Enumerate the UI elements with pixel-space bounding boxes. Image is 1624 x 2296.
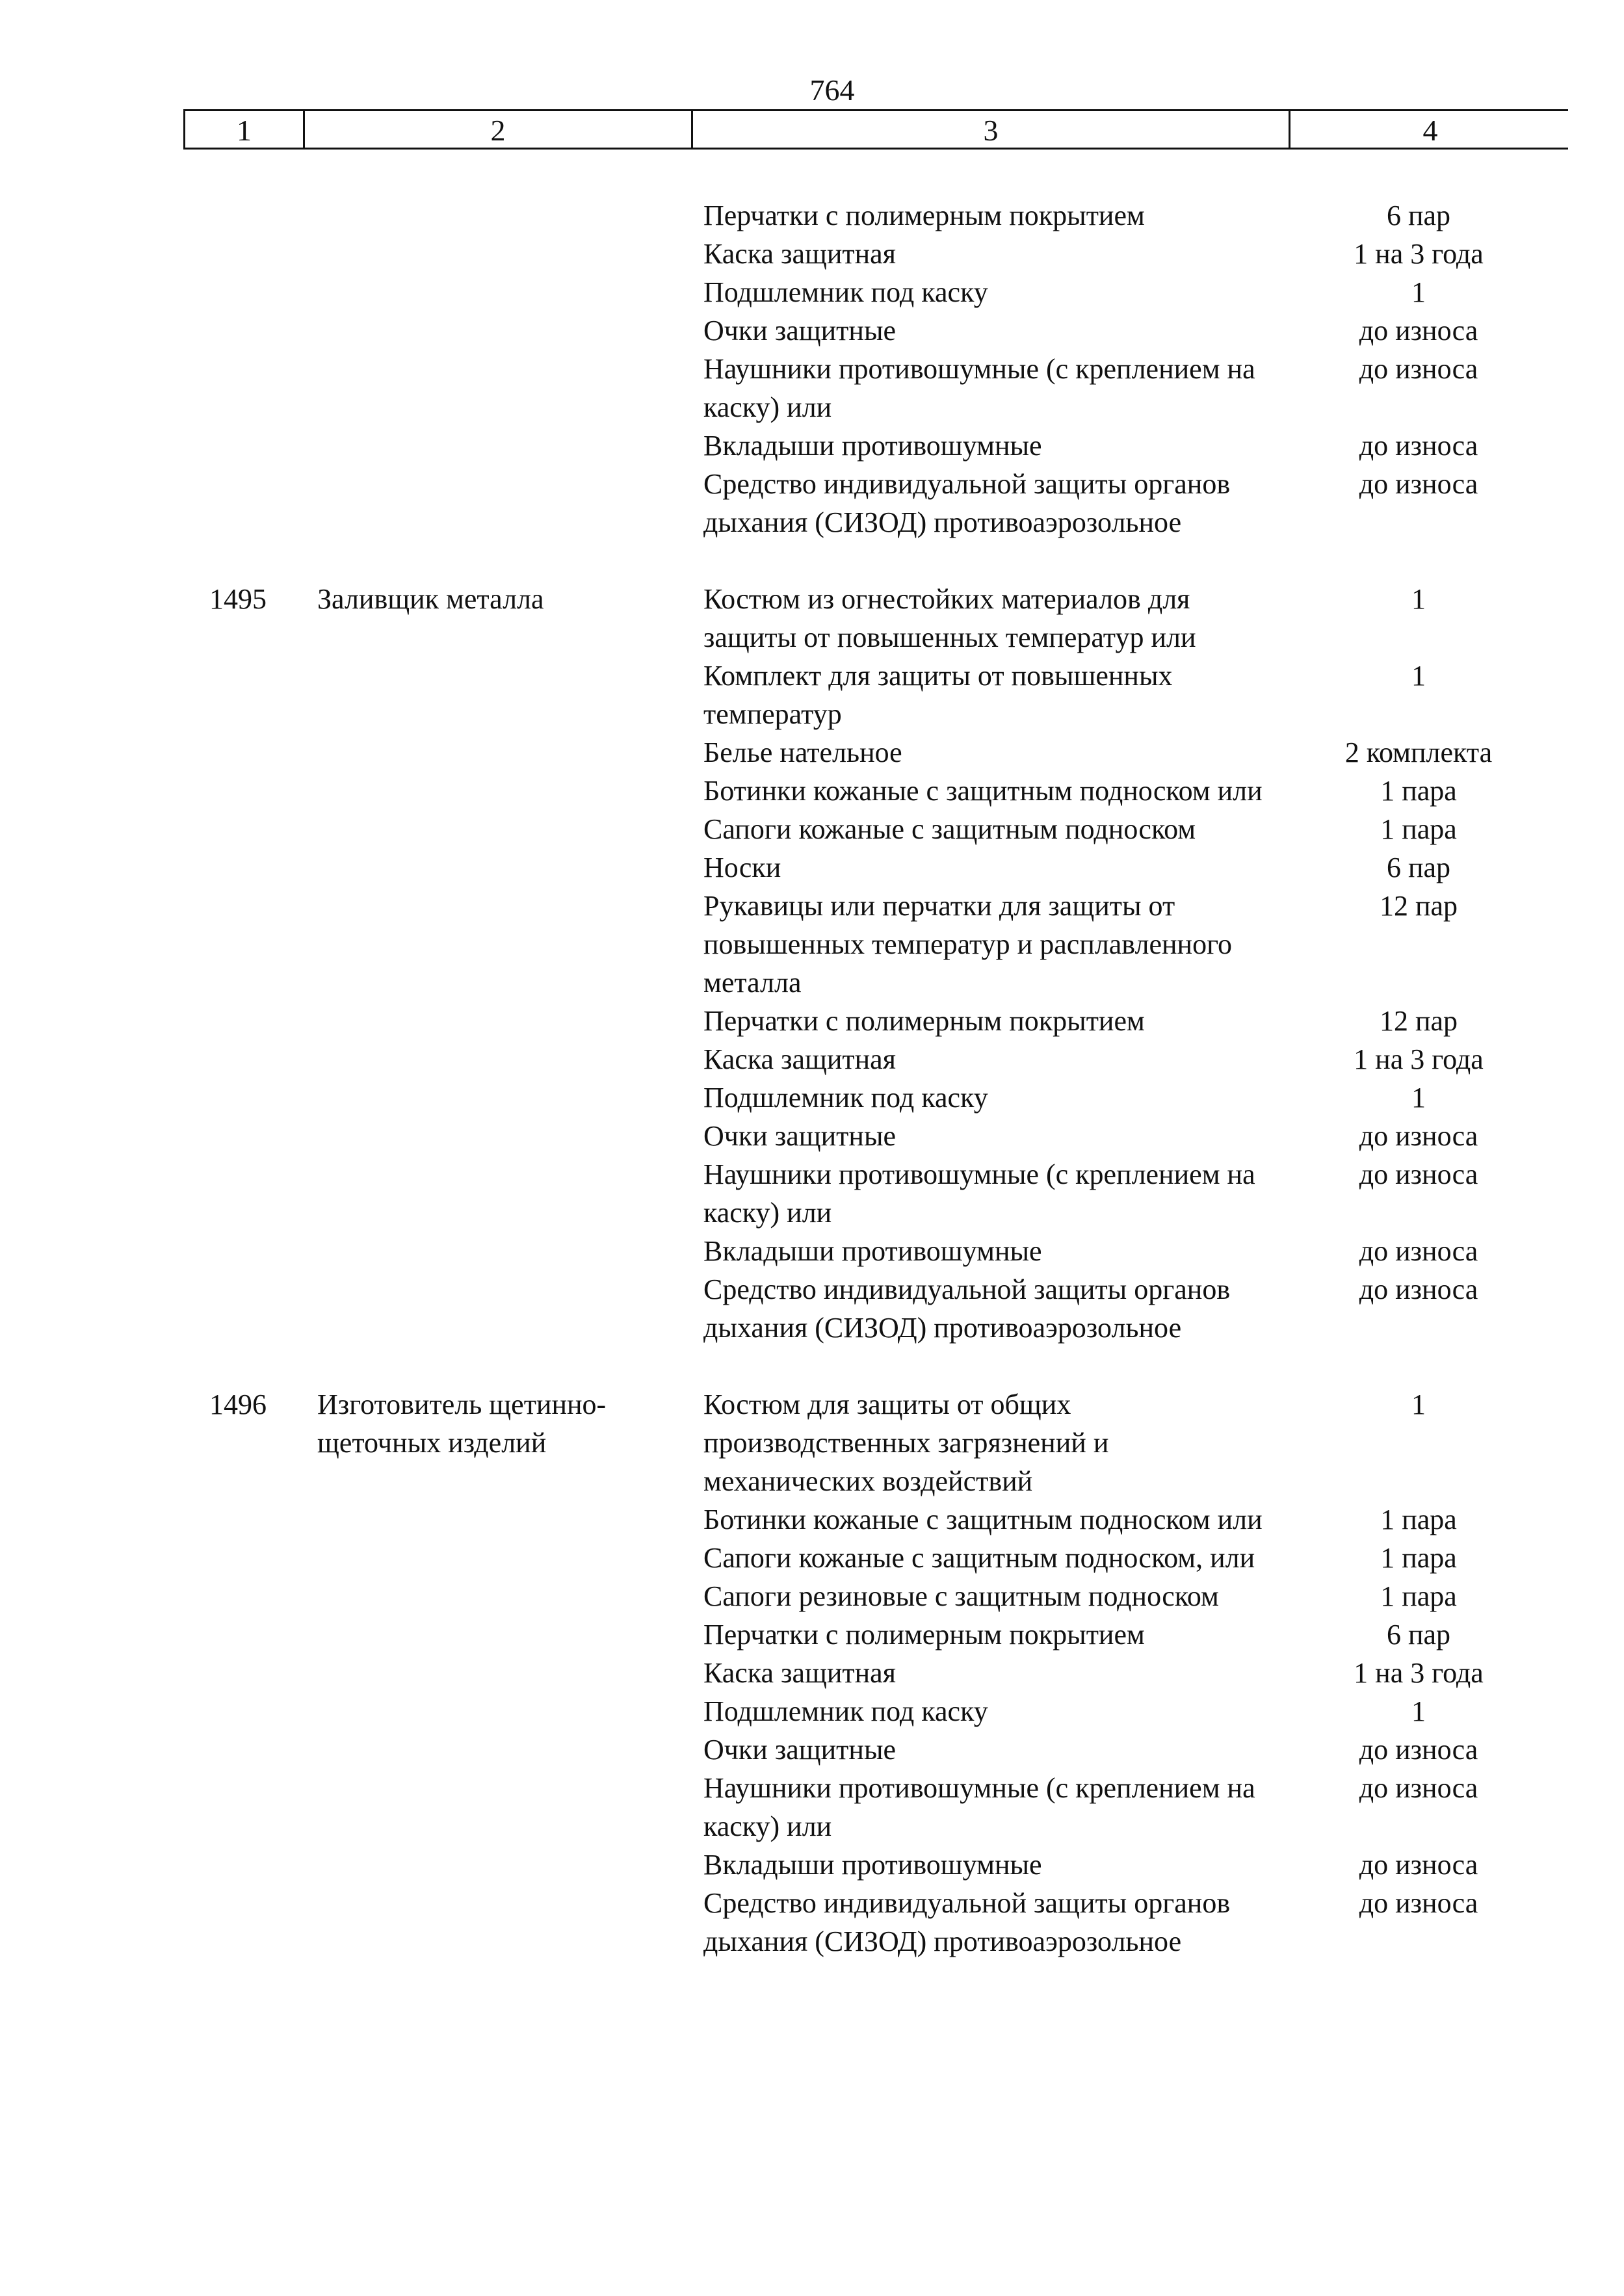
ppe-item-name: Вкладыши противошумные <box>703 1849 1042 1881</box>
ppe-item-quantity: 1 <box>1411 1695 1426 1727</box>
ppe-item-row <box>183 235 1568 273</box>
ppe-item-row <box>183 772 1568 810</box>
ppe-item-quantity: 1 <box>1411 660 1426 692</box>
ppe-item-name: Сапоги резиновые с защитным подноском <box>703 1580 1219 1612</box>
ppe-item-name: Рукавицы или перчатки для защиты от повышенных температур и расплавленного металла <box>703 890 1233 998</box>
ppe-item-name: Подшлемник под каску <box>703 1082 988 1114</box>
column-header-4: 4 <box>1422 114 1438 147</box>
ppe-item-row <box>183 1002 1568 1040</box>
ppe-item-name: Комплект для защиты от повышенных температур <box>703 660 1173 730</box>
ppe-item-row <box>183 1615 1568 1654</box>
table-body <box>183 196 1568 1999</box>
ppe-item-name: Вкладыши противошумные <box>703 1235 1042 1267</box>
ppe-item-row <box>183 1884 1568 1961</box>
ppe-item-row <box>183 848 1568 887</box>
ppe-item-quantity: 1 <box>1411 1082 1426 1114</box>
ppe-item-quantity: до износа <box>1359 1235 1478 1267</box>
ppe-item-name: Перчатки с полимерным покрытием <box>703 1619 1145 1650</box>
ppe-item-name: Ботинки кожаные с защитным подноском или <box>703 775 1263 807</box>
ppe-item-row <box>183 426 1568 465</box>
ppe-item-quantity: до износа <box>1359 1734 1478 1766</box>
ppe-item-quantity: 1 на 3 года <box>1354 238 1484 270</box>
ppe-item-quantity: до износа <box>1359 1887 1478 1919</box>
ppe-item-name: Перчатки с полимерным покрытием <box>703 1005 1145 1037</box>
ppe-item-name: Средство индивидуальной защиты органов дыхания (СИЗОД) противоаэрозольное <box>703 1273 1231 1344</box>
ppe-item-name: Наушники противошумные (с креплением на каску) или <box>703 1772 1255 1842</box>
column-header-row <box>183 109 1568 150</box>
ppe-item-quantity: 2 комплекта <box>1344 737 1493 768</box>
ppe-item-quantity: до износа <box>1359 468 1478 500</box>
ppe-item-row <box>183 1232 1568 1270</box>
ppe-item-row <box>183 1769 1568 1846</box>
ppe-item-row <box>183 1500 1568 1539</box>
ppe-item-name: Подшлемник под каску <box>703 276 988 308</box>
ppe-item-row <box>183 657 1568 733</box>
ppe-item-name: Каска защитная <box>703 238 896 270</box>
ppe-item-quantity: 1 пара <box>1380 1580 1457 1612</box>
ppe-item-quantity: 1 пара <box>1380 1542 1457 1574</box>
ppe-item-row <box>183 1577 1568 1615</box>
ppe-item-quantity: до износа <box>1359 1772 1478 1804</box>
ppe-item-row <box>183 1040 1568 1078</box>
ppe-item-row <box>183 350 1568 426</box>
profession-group <box>183 196 1568 541</box>
page-number: 764 <box>809 73 855 107</box>
ppe-item-row <box>183 1539 1568 1577</box>
ppe-item-quantity: 1 на 3 года <box>1354 1657 1484 1689</box>
ppe-item-name: Белье нательное <box>703 737 902 768</box>
profession-group <box>183 580 1568 1347</box>
ppe-item-name: Вкладыши противошумные <box>703 430 1042 462</box>
ppe-item-quantity: 1 на 3 года <box>1354 1043 1484 1075</box>
ppe-item-quantity: до износа <box>1359 1158 1478 1190</box>
ppe-item-row <box>183 1692 1568 1730</box>
profession-number: 1495 <box>209 583 267 615</box>
ppe-item-name: Сапоги кожаные с защитным подноском, или <box>703 1542 1255 1574</box>
ppe-item-name: Костюм из огнестойких материалов для защиты от повышенных температур или <box>703 583 1196 653</box>
ppe-item-name: Перчатки с полимерным покрытием <box>703 200 1145 231</box>
ppe-item-name: Очки защитные <box>703 1734 897 1766</box>
ppe-item-quantity: до износа <box>1359 353 1478 385</box>
ppe-item-name: Каска защитная <box>703 1043 896 1075</box>
ppe-item-name: Ботинки кожаные с защитным подноском или <box>703 1504 1263 1535</box>
ppe-item-row <box>183 810 1568 848</box>
ppe-item-row <box>183 1654 1568 1692</box>
ppe-item-name: Сапоги кожаные с защитным подноском <box>703 813 1196 845</box>
ppe-item-name: Наушники противошумные (с креплением на каску) или <box>703 353 1255 423</box>
ppe-item-quantity: 6 пар <box>1386 852 1451 883</box>
ppe-item-row <box>183 1155 1568 1232</box>
ppe-item-quantity: до износа <box>1359 1120 1478 1152</box>
ppe-item-name: Носки <box>703 852 781 883</box>
ppe-item-quantity: до износа <box>1359 315 1478 346</box>
column-header-3: 3 <box>693 111 1290 148</box>
ppe-item-quantity: 6 пар <box>1386 1619 1451 1650</box>
ppe-item-quantity: 1 <box>1411 1389 1426 1420</box>
profession-group <box>183 1385 1568 1961</box>
ppe-item-name: Средство индивидуальной защиты органов дыхания (СИЗОД) противоаэрозольное <box>703 468 1231 538</box>
ppe-item-row <box>183 733 1568 772</box>
ppe-item-row <box>183 273 1568 311</box>
column-header-2: 2 <box>305 111 693 148</box>
ppe-item-row <box>183 1270 1568 1347</box>
ppe-item-name: Очки защитные <box>703 1120 897 1152</box>
column-header-1: 1 <box>185 111 305 148</box>
profession-name: Изготовитель щетинно-щеточных изделий <box>317 1389 607 1459</box>
ppe-item-row <box>183 1846 1568 1884</box>
ppe-item-name: Подшлемник под каску <box>703 1695 988 1727</box>
ppe-item-row <box>183 887 1568 1002</box>
ppe-item-quantity: 6 пар <box>1386 200 1451 231</box>
ppe-item-row <box>183 196 1568 235</box>
ppe-item-quantity: до износа <box>1359 1849 1478 1881</box>
profession-name: Заливщик металла <box>317 583 544 615</box>
ppe-item-quantity: до износа <box>1359 430 1478 462</box>
ppe-item-name: Наушники противошумные (с креплением на каску) или <box>703 1158 1255 1229</box>
ppe-item-quantity: 1 <box>1411 276 1426 308</box>
ppe-item-quantity: 1 <box>1411 583 1426 615</box>
ppe-item-name: Каска защитная <box>703 1657 896 1689</box>
ppe-item-quantity: 1 пара <box>1380 813 1457 845</box>
ppe-item-quantity: 12 пар <box>1379 890 1458 922</box>
ppe-item-row <box>183 311 1568 350</box>
ppe-item-row <box>183 465 1568 541</box>
ppe-item-row <box>183 1078 1568 1117</box>
ppe-item-quantity: 1 пара <box>1380 775 1457 807</box>
ppe-item-row <box>183 1117 1568 1155</box>
ppe-item-quantity: 12 пар <box>1379 1005 1458 1037</box>
ppe-item-row <box>183 1730 1568 1769</box>
ppe-item-name: Средство индивидуальной защиты органов дыхания (СИЗОД) противоаэрозольное <box>703 1887 1231 1957</box>
profession-number: 1496 <box>209 1389 267 1420</box>
ppe-item-quantity: 1 пара <box>1380 1504 1457 1535</box>
ppe-item-quantity: до износа <box>1359 1273 1478 1305</box>
ppe-item-name: Очки защитные <box>703 315 897 346</box>
ppe-item-name: Костюм для защиты от общих производственных загрязнений и механических воздействий <box>703 1389 1109 1497</box>
